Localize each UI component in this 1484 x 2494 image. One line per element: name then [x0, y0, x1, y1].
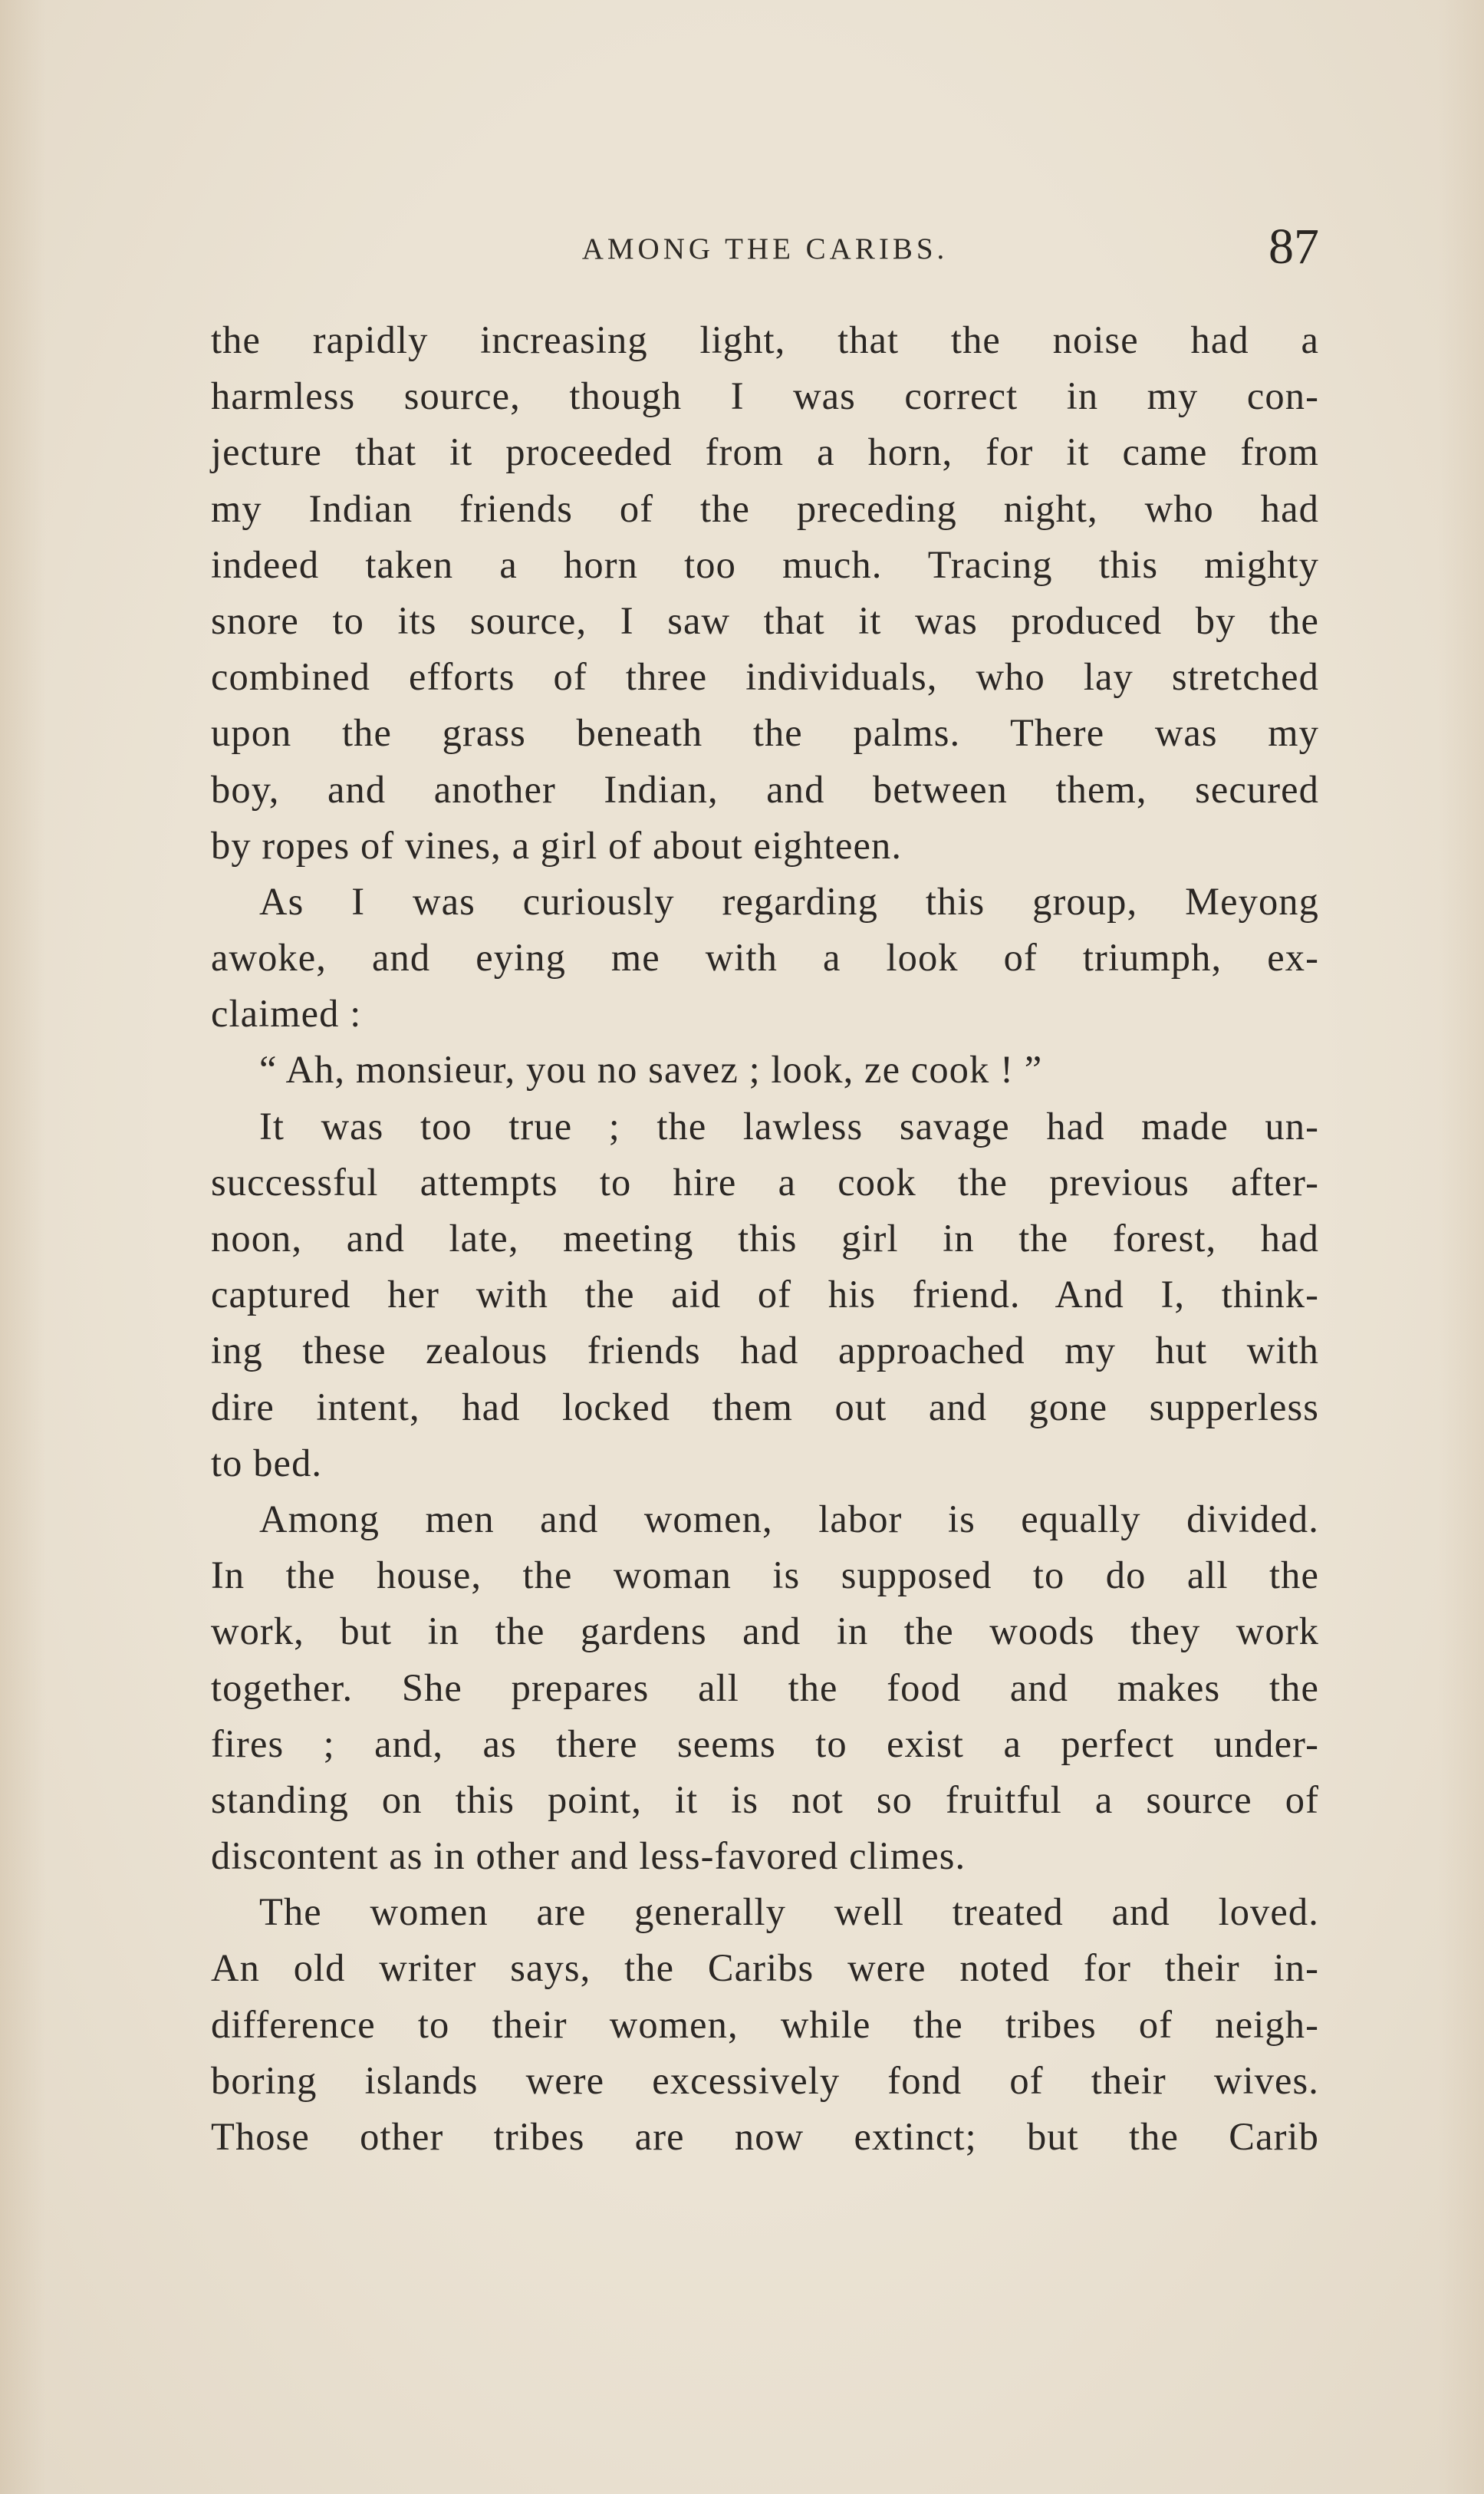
text-line: boring islands were excessively fond of their wives. [211, 2058, 1319, 2102]
text-line: boy, and another Indian, and between them, secured [211, 767, 1319, 811]
text-line: indeed taken a horn too much. Tracing this mighty [211, 542, 1319, 586]
text-line: fires ; and, as there seems to exist a perfect under- [211, 1721, 1319, 1765]
text-line: As I was curiously regarding this group, Meyong [259, 879, 1319, 923]
text-line: It was too true ; the lawless savage had made un- [259, 1104, 1319, 1148]
text-line: Among men and women, labor is equally divided. [259, 1497, 1319, 1540]
text-line: “ Ah, monsieur, you no savez ; look, ze cook ! ” [259, 1048, 1043, 1092]
text-line: Those other tribes are now extinct; but the Carib [211, 2115, 1319, 2158]
running-title: AMONG THE CARIBS. [581, 232, 949, 265]
text-line: together. She prepares all the food and makes the [211, 1665, 1319, 1709]
text-line: combined efforts of three individuals, who lay stretched [211, 655, 1319, 699]
text-line: In the house, the woman is supposed to do all the [211, 1553, 1319, 1597]
text-line: discontent as in other and less-favored climes. [211, 1834, 966, 1878]
text-line: upon the grass beneath the palms. There was my [211, 711, 1319, 755]
text-line: the rapidly increasing light, that the noise had a [211, 318, 1319, 361]
text-line: harmless source, though I was correct in my con- [211, 374, 1319, 418]
text-line: An old writer says, the Caribs were noted for their in- [211, 1946, 1319, 1990]
text-line: The women are generally well treated and loved. [259, 1890, 1319, 1934]
text-line: dire intent, had locked them out and gone supperless [211, 1385, 1319, 1428]
text-line: snore to its source, I saw that it was produced by the [211, 598, 1319, 642]
text-line: noon, and late, meeting this girl in the forest, had [211, 1217, 1319, 1260]
text-line: jecture that it proceeded from a horn, for it came from [211, 430, 1319, 474]
page-number: 87 [1268, 219, 1319, 275]
text-line: by ropes of vines, a girl of about eighteen. [211, 823, 903, 867]
body-text [211, 312, 1319, 2165]
text-line: standing on this point, it is not so fruitful a source of [211, 1777, 1319, 1821]
page-header [211, 215, 1319, 292]
text-line: awoke, and eying me with a look of triumph, ex- [211, 936, 1319, 980]
text-line: captured her with the aid of his friend. And I, think- [211, 1273, 1319, 1316]
text-line: work, but in the gardens and in the woods they work [211, 1609, 1319, 1653]
text-line: ing these zealous friends had approached my hut with [211, 1329, 1319, 1372]
text-line: claimed : [211, 992, 362, 1036]
text-line: successful attempts to hire a cook the previous after- [211, 1160, 1319, 1204]
text-line: difference to their women, while the tribes of neigh- [211, 2002, 1319, 2046]
text-line: my Indian friends of the preceding night, who had [211, 486, 1319, 530]
text-line: to bed. [211, 1441, 323, 1484]
